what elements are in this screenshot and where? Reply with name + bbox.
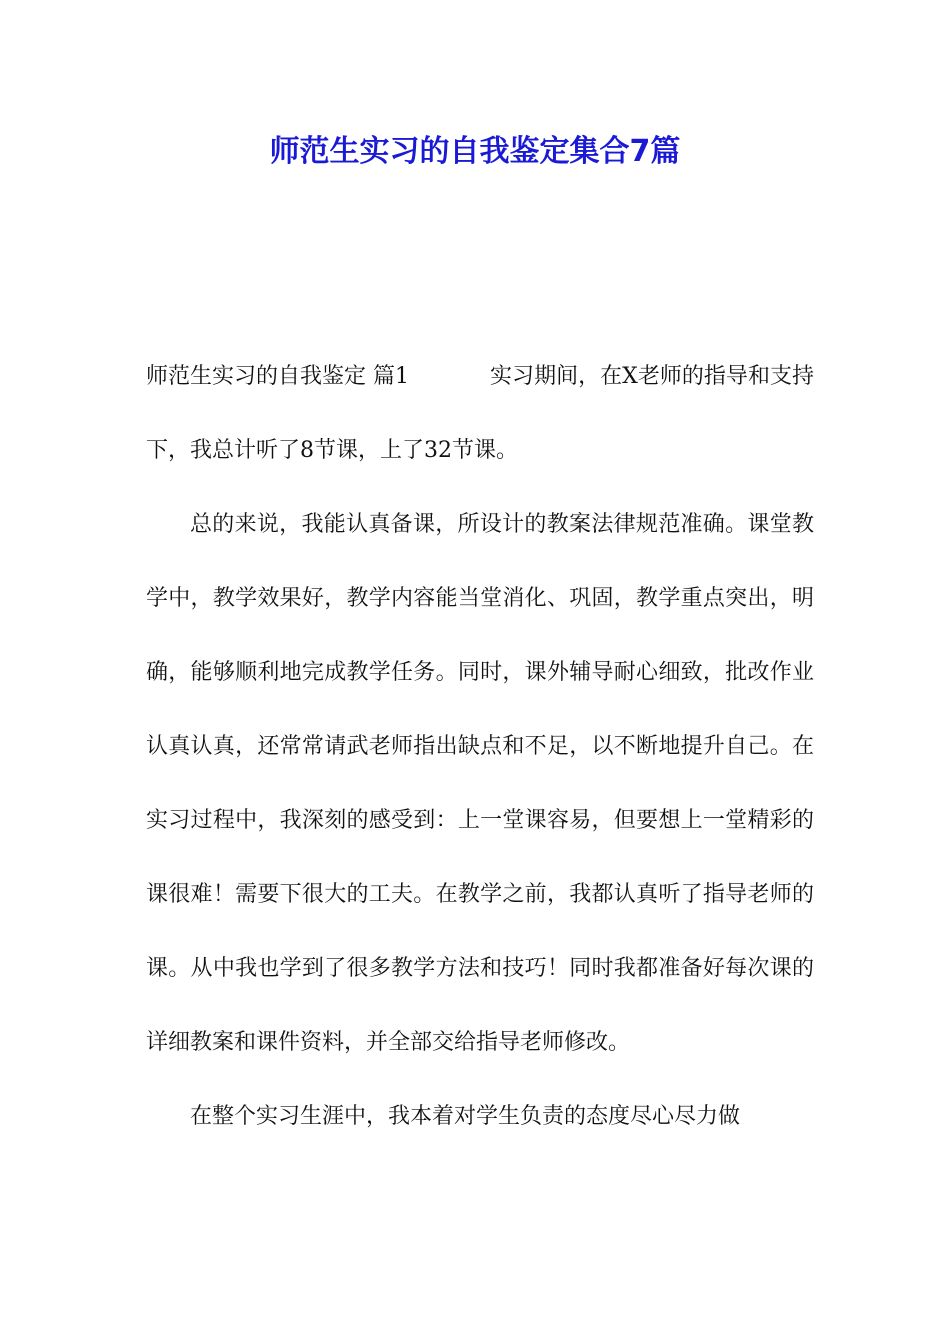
document-title: 师范生实习的自我鉴定集合7篇 [269, 134, 681, 169]
document-body [146, 340, 814, 1154]
section-heading: 师范生实习的自我鉴定 篇1 [146, 364, 409, 389]
paragraph-2: 总的来说，我能认真备课，所设计的教案法律规范准确。课堂教学中，教学效果好，教学内容能当堂消化、巩固，教学重点突出，明确，能够顺利地完成教学任务。同时，课外辅导耐心细致，批改作业认真认真，还常常请武老师指出缺点和不足，以不断地提升自己。在实习过程中，我深刻的感受到：上一堂课容易，但要想上一堂精彩的课很难！需要下很大的工夫。在教学之前，我都认真听了指导老师的课。从中我也学到了很多教学方法和技巧！同时我都准备好每次课的详细教案和课件资料，并全部交给指导老师修改。 [146, 512, 814, 1055]
paragraph-3: 在整个实习生涯中，我本着对学生负责的态度尽心尽力做 [190, 1104, 741, 1129]
paragraph-1 [146, 340, 814, 488]
paragraph-1-text: 实习期间，在X老师的指导和支持下，我总计听了8节课，上了32节课。 [146, 364, 814, 463]
